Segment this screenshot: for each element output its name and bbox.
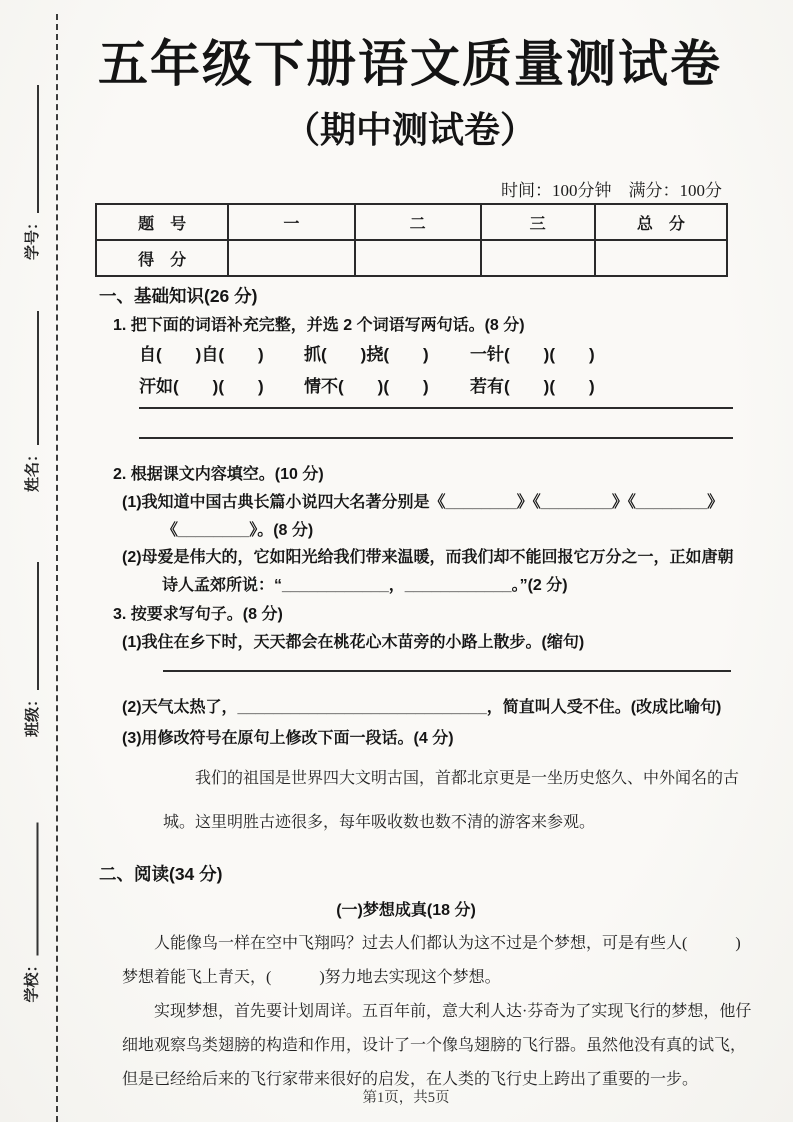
score-cell-empty xyxy=(595,240,727,276)
word-blank: 抓( )挠( ) xyxy=(304,345,429,364)
word-blank: 一针( )( ) xyxy=(470,345,595,364)
score-table xyxy=(95,203,728,277)
score-row-label: 得 分 xyxy=(96,240,228,276)
passage-paragraph2-line3: 但是已经给后来的飞行家带来很好的启发，在人类的飞行史上跨出了重要的一步。 xyxy=(122,1071,699,1088)
question-3-sub3: (3)用修改符号在原句上修改下面一段话。(4 分) xyxy=(122,730,454,747)
question-2-text: 2. 根据课文内容填空。(10 分) xyxy=(113,466,324,483)
passage-paragraph1-line2: 梦想着能飞上青天，( )努力地去实现这个梦想。 xyxy=(122,969,501,986)
score-header-cell: 题 号 xyxy=(96,204,228,240)
seal-dashed-line xyxy=(56,14,58,1122)
editing-paragraph-line1: 我们的祖国是世界四大文明古国，首都北京更是一坐历史悠久、中外闻名的古 xyxy=(195,770,740,787)
question-3-sub1: (1)我住在乡下时，天天都会在桃花心木苗旁的小路上散步。(缩句) xyxy=(122,634,585,651)
question-1-text: 1. 把下面的词语补充完整，并选 2 个词语写两句话。(8 分) xyxy=(113,317,525,334)
section-2-heading: 二、阅读(34 分) xyxy=(99,864,223,884)
score-header-cell: 总 分 xyxy=(595,204,727,240)
question-3-sub2: (2)天气太热了，____________________________，简直叫人受不住。(改成比喻句) xyxy=(122,699,722,716)
name-label: 姓名： xyxy=(23,446,41,492)
score-table-header-row xyxy=(96,204,727,240)
student-id-blank-line xyxy=(23,85,39,213)
school-blank-line xyxy=(23,822,39,955)
word-blank: 情不( )( ) xyxy=(304,377,429,396)
score-header-cell: 三 xyxy=(481,204,595,240)
answer-writing-line xyxy=(139,407,733,409)
passage-paragraph2-line2: 细地观察鸟类翅膀的构造和作用，设计了一个像鸟翅膀的飞行器。虽然他没有真的试飞， xyxy=(122,1037,747,1054)
reading-passage-title: (一)梦想成真(18 分) xyxy=(336,902,476,919)
score-header-cell: 一 xyxy=(228,204,354,240)
class-label: 班级： xyxy=(23,691,41,737)
margin-field-school xyxy=(20,820,42,1003)
word-blank: 自( )自( ) xyxy=(139,345,264,364)
word-completion-row-1 xyxy=(0,340,793,362)
score-cell-empty xyxy=(355,240,481,276)
passage-paragraph2-line1: 实现梦想，首先要计划周详。五百年前，意大利人达·芬奇为了实现飞行的梦想，他仔 xyxy=(154,1003,752,1020)
section-1-heading: 一、基础知识(26 分) xyxy=(99,286,258,306)
class-blank-line xyxy=(23,562,39,690)
editing-paragraph-line2: 城。这里明胜古迹很多，每年吸收数也数不清的游客来参观。 xyxy=(163,814,596,831)
page-title: 五年级下册语文质量测试卷 xyxy=(98,36,722,92)
page-subtitle: （期中测试卷） xyxy=(283,110,536,150)
word-completion-row-2 xyxy=(0,372,793,394)
question-2-sub1-line2: 《________》。(8 分) xyxy=(162,522,314,539)
question-2-sub1-line1: (1)我知道中国古典长篇小说四大名著分别是《________》《________》《________》 xyxy=(122,494,724,511)
margin-field-student-id xyxy=(20,82,42,260)
question-2-sub2-line1: (2)母爱是伟大的，它如阳光给我们带来温暖，而我们却不能回报它万分之一，正如唐朝 xyxy=(122,549,734,566)
margin-field-class xyxy=(20,559,42,737)
answer-writing-line xyxy=(139,437,733,439)
word-blank: 汗如( )( ) xyxy=(139,377,264,396)
answer-writing-line xyxy=(163,670,731,672)
passage-paragraph1-line1: 人能像鸟一样在空中飞翔吗？过去人们都认为这不过是个梦想，可是有些人( ) xyxy=(154,935,741,952)
question-3-text: 3. 按要求写句子。(8 分) xyxy=(113,606,283,623)
score-table-score-row xyxy=(96,240,727,276)
school-label: 学校： xyxy=(23,957,40,1003)
score-cell-empty xyxy=(228,240,354,276)
margin-field-name xyxy=(20,308,42,492)
student-id-label: 学号： xyxy=(23,214,41,260)
word-blank: 若有( )( ) xyxy=(470,377,595,396)
question-2-sub2-line2: 诗人孟郊所说：“____________，____________。”(2 分) xyxy=(162,577,568,594)
time-score-info: 时间：100分钟 满分：100分 xyxy=(501,181,722,200)
score-cell-empty xyxy=(481,240,595,276)
score-header-cell: 二 xyxy=(355,204,481,240)
page-number: 第1页，共5页 xyxy=(362,1090,450,1106)
